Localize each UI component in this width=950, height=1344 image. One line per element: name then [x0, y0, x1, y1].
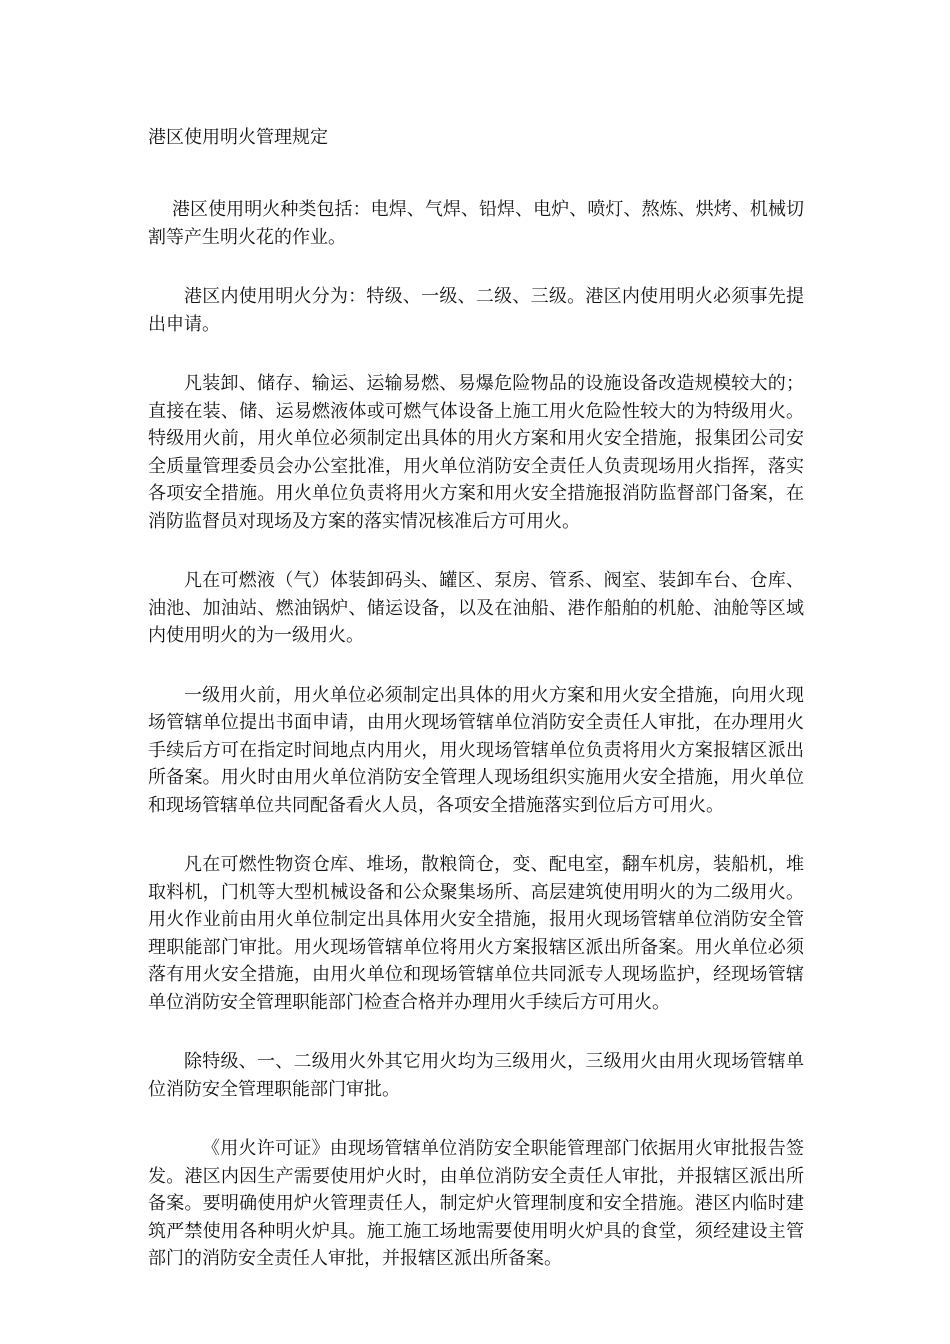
paragraph-first-level-definition: 凡在可燃液（气）体装卸码头、罐区、泵房、管系、阀室、装卸车台、仓库、油池、加油站、燃油锅炉、储运设备，以及在油船、港作船舶的机舱、油舱等区域内使用明火的为一级用火。 [148, 570, 804, 646]
document-title: 港区使用明火管理规定 [148, 127, 328, 148]
document-body [148, 196, 804, 1305]
paragraph-first-level-procedure: 一级用火前，用火单位必须制定出具体的用火方案和用火安全措施，向用火现场管辖单位提出书面申请，由用火现场管辖单位消防安全责任人审批，在办理用火手续后方可在指定时间地点内用火，用火现场管辖单位负责将用火方案报辖区派出所备案。用火时由用火单位消防安全管理人现场组织实施用火安全措施，用火单位和现场管辖单位共同配备看火人员，各项安全措施落实到位后方可用火。 [148, 684, 804, 816]
paragraph-special-level: 凡装卸、储存、输运、运输易燃、易爆危险物品的设施设备改造规模较大的；直接在装、储、运易燃液体或可燃气体设备上施工用火危险性较大的为特级用火。特级用火前，用火单位必须制定出具体的用火方案和用火安全措施，报集团公司安全质量管理委员会办公室批准，用火单位消防安全责任人负责现场用火指挥，落实各项安全措施。用火单位负责将用火方案和用火安全措施报消防监督部门备案，在消防监督员对现场及方案的落实情况核准后方可用火。 [148, 373, 804, 532]
paragraph-fire-types: 港区使用明火种类包括：电焊、气焊、铅焊、电炉、喷灯、熬炼、烘烤、机械切割等产生明火花的作业。 [148, 199, 804, 248]
paragraph-fire-levels: 港区内使用明火分为：特级、一级、二级、三级。港区内使用明火必须事先提出申请。 [148, 286, 804, 335]
paragraph-permit: 《用火许可证》由现场管辖单位消防安全职能管理部门依据用火审批报告签发。港区内因生产需要使用炉火时，由单位消防安全责任人审批，并报辖区派出所备案。要明确使用炉火管理责任人，制定炉火管理制度和安全措施。港区内临时建筑严禁使用各种明火炉具。施工施工场地需要使用明火炉具的食堂，须经建设主管部门的消防安全责任人审批，并报辖区派出所备案。 [148, 1138, 804, 1269]
paragraph-third-level: 除特级、一、二级用火外其它用火均为三级用火，三级用火由用火现场管辖单位消防安全管理职能部门审批。 [148, 1051, 804, 1100]
paragraph-second-level: 凡在可燃性物资仓库、堆场，散粮筒仓，变、配电室，翻车机房，装船机，堆取料机，门机等大型机械设备和公众聚集场所、高层建筑使用明火的为二级用火。用火作业前由用火单位制定出具体用火安全措施，报用火现场管辖单位消防安全管理职能部门审批。用火现场管辖单位将用火方案报辖区派出所备案。用火单位必须落有用火安全措施，由用火单位和现场管辖单位共同派专人现场监护，经现场管辖单位消防安全管理职能部门检查合格并办理用火手续后方可用火。 [148, 854, 804, 1013]
